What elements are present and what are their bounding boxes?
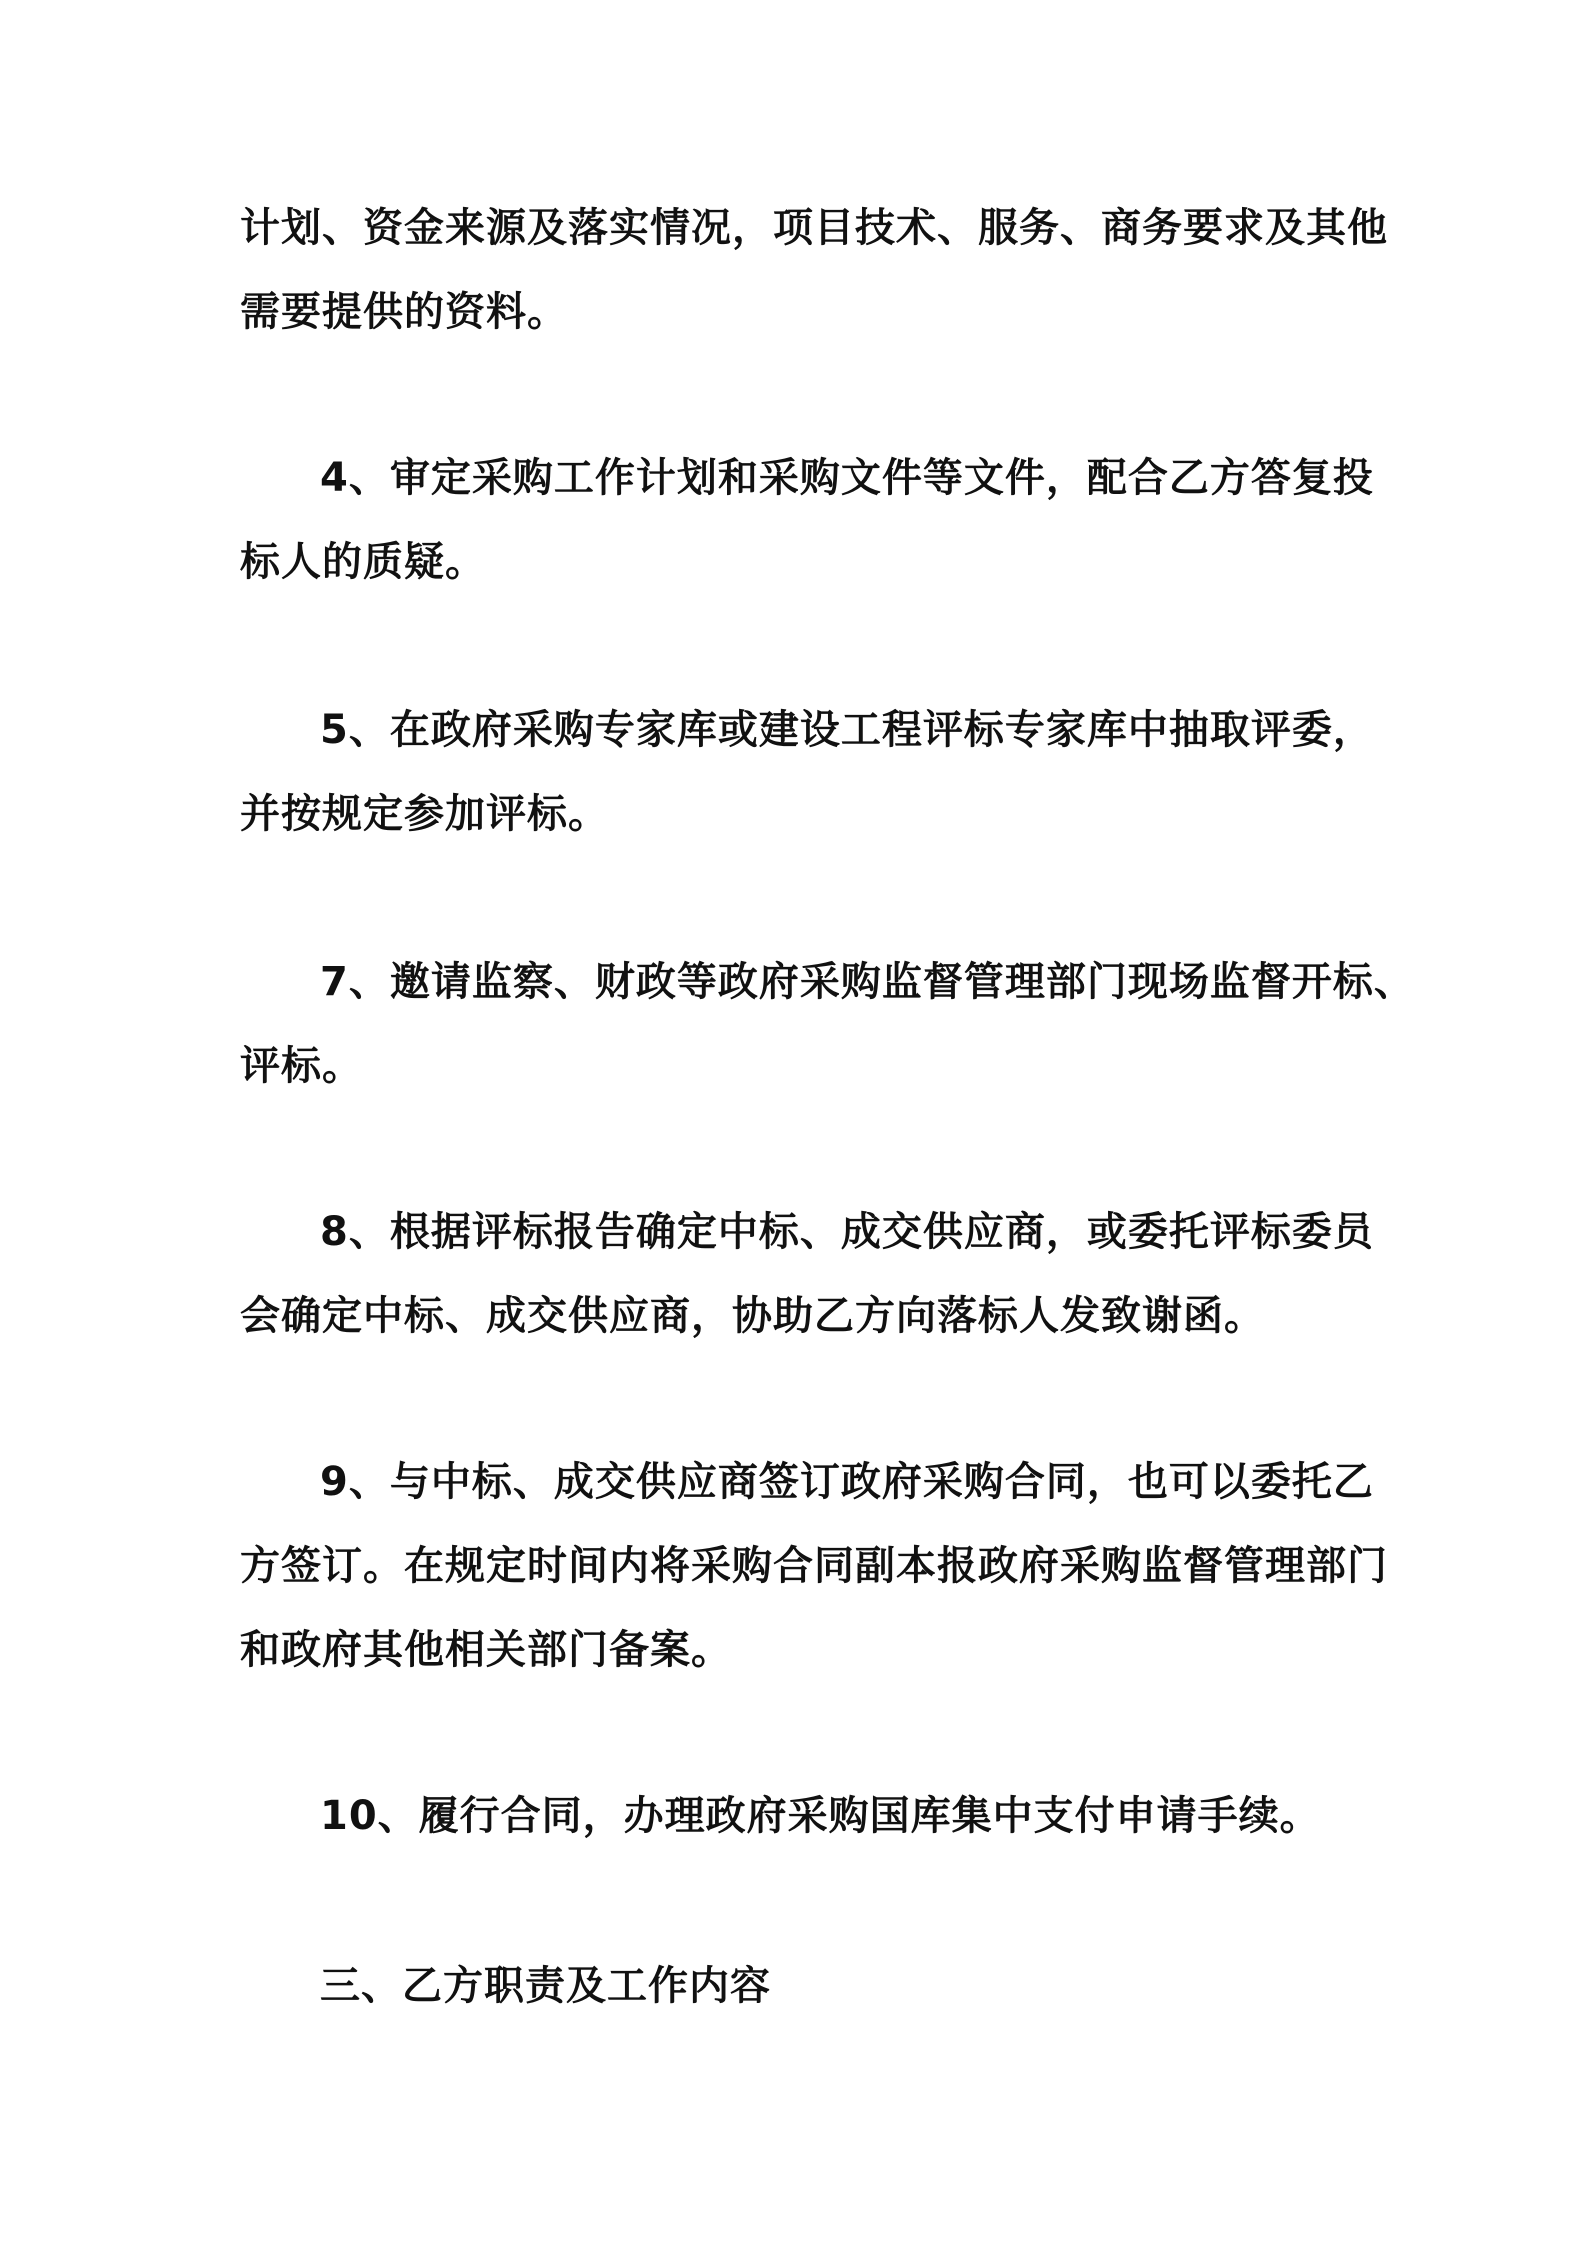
text-line: 并按规定参加评标。 <box>240 791 609 837</box>
paragraph-item-4 <box>240 436 1374 604</box>
text-line: 会确定中标、成交供应商，协助乙方向落标人发致谢函。 <box>240 1293 1265 1339</box>
text-line: 4、审定采购工作计划和采购文件等文件，配合乙方答复投 <box>320 455 1374 501</box>
paragraph-continuation <box>240 186 1388 354</box>
paragraph-item-8 <box>240 1190 1374 1358</box>
text-line: 标人的质疑。 <box>240 539 486 585</box>
paragraph-item-9 <box>240 1440 1388 1692</box>
text-line: 计划、资金来源及落实情况，项目技术、服务、商务要求及其他 <box>240 205 1388 251</box>
paragraph-item-7 <box>240 940 1415 1108</box>
text-line: 需要提供的资料。 <box>240 289 568 335</box>
paragraph-item-5 <box>240 688 1374 856</box>
text-line: 5、在政府采购专家库或建设工程评标专家库中抽取评委， <box>320 707 1374 753</box>
section-heading-text: 三、乙方职责及工作内容 <box>320 1963 771 2009</box>
text-line: 7、邀请监察、财政等政府采购监督管理部门现场监督开标、 <box>320 959 1415 1005</box>
section-heading <box>240 1944 1360 2028</box>
text-line: 10、履行合同，办理政府采购国库集中支付申请手续。 <box>320 1793 1321 1839</box>
text-line: 方签订。在规定时间内将采购合同副本报政府采购监督管理部门 <box>240 1543 1388 1589</box>
text-line: 和政府其他相关部门备案。 <box>240 1627 732 1673</box>
paragraph-item-10 <box>240 1774 1360 1858</box>
text-line: 评标。 <box>240 1043 363 1089</box>
text-line: 9、与中标、成交供应商签订政府采购合同，也可以委托乙 <box>320 1459 1374 1505</box>
text-line: 8、根据评标报告确定中标、成交供应商，或委托评标委员 <box>320 1209 1374 1255</box>
